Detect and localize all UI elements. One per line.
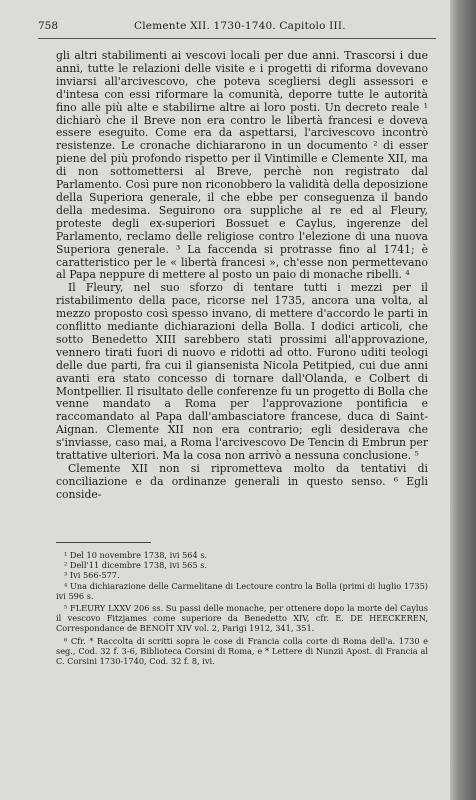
footnote: ⁶ Cfr. * Raccolta di scritti sopra le cose di Francia colla corte di Roma dell'a. 1730 e seg., Cod. 32 f. 3-6, Biblioteca Corsini di Roma, e * Lettere di Nunzii Apost. di Francia al C. Corsini 1730-1740, Cod. 32 f. 8, ivi. xyxy=(56,635,428,667)
paragraph: Clemente XII non si riprometteva molto da tentativi di conciliazione e da ordinanze generali in questo senso. ⁶ Egli conside- xyxy=(56,462,428,501)
page-number: 758 xyxy=(38,20,59,32)
footnote: ² Dell'11 dicembre 1738, ivi 565 s. xyxy=(64,560,208,571)
page-header xyxy=(38,20,436,36)
paragraph: gli altri stabilimenti ai vescovi locali per due anni. Trascorsi i due anni, tutte le relazioni delle visite e i progetti di riforma dovevano inviarsi all'arcivescovo, che poteva scegliersi degli assessori e d'intesa con essi riformare la comunità, deporre tutte le autorità fino alle più alte e stabilirne altre ai loro posti. Un decreto reale ¹ dichiarò che il Breve non era contro le libertà francesi e doveva essere eseguito. Come era da aspettarsi, l'arcivescovo incontrò resistenze. Le cronache dichiararono in un documento ² di esser piene del più profondo rispetto per il Vintimille e Clemente XII, ma di non sottomettersi al Breve, perchè non registrato dal Parlamento. Così pure non riconobbero la validità della deposizione della Superiora generale, il che ebbe per conseguenza il bando della medesima. Seguirono ora suppliche al re ed al Fleury, proteste degli ex-superiori Bossuet e Caylus, ingerenze del Parlamento, reclamo delle religiose contro l'elezione di una nuova Superiora generale. ³ La faccenda si protrasse fino al 1741; è caratteristico per le « libertà francesi », ch'esse non permettevano al Papa neppure di mettere al posto un paio di monache ribelli. ⁴ xyxy=(56,49,428,282)
footnote: ³ Ivi 566-577. xyxy=(64,570,120,581)
footnote: ⁵ FLEURY LXXV 206 ss. Su passi delle monache, per ottenere dopo la morte del Caylus il vescovo Fitzjames come superiore da Benedetto XIV, cfr. E. DE HEECKEREN, Correspondance de BENOÎT XIV vol. 2, Parigi 1912, 341, 351. xyxy=(56,603,428,634)
footnote: ¹ Del 10 novembre 1738, ivi 564 s. xyxy=(64,550,208,560)
running-title: Clemente XII. 1730-1740. Capitolo III. xyxy=(134,20,346,32)
footnote: ⁴ Una dichiarazione delle Carmelitane di Lectoure contro la Bolla (primi di luglio 1735) ivi 596 s. xyxy=(56,580,428,601)
header-rule xyxy=(38,38,436,39)
page-edge-shadow xyxy=(450,0,476,800)
footnote-rule xyxy=(56,542,151,543)
paragraph: Il Fleury, nel suo sforzo di tentare tutti i mezzi per il ristabilimento della pace, ricorse nel 1735, ancora una volta, al mezzo proposto così spesso invano, di mettere d'accordo le parti in conflitto mediante dichiarazioni della Bolla. I dodici articoli, che sotto Benedetto XIII sarebbero stati prossimi all'approvazione, vennero tirati fuori di nuovo e ridotti ad otto. Furono uditi teologi delle due parti, fra cui il giansenista Nicola Petitpied, cui due anni avanti era stato concesso di tornare dall'Olanda, e Colbert di Montpellier. Il risultato delle conferenze fu un progetto di Bolla che venne mandato a Roma per l'approvazione pontificia e raccomandato al Papa dall'ambasciatore francese, duca di Saint-Aignan. Clemente XII non era contrario; egli desiderava che s'inviasse, caso mai, a Roma l'arcivescovo De Tencin di Embrun per trattative ulteriori. Ma la cosa non arrivò a nessuna conclusione. ⁵ xyxy=(56,281,428,463)
main-text xyxy=(56,50,428,502)
footnotes xyxy=(56,550,428,666)
